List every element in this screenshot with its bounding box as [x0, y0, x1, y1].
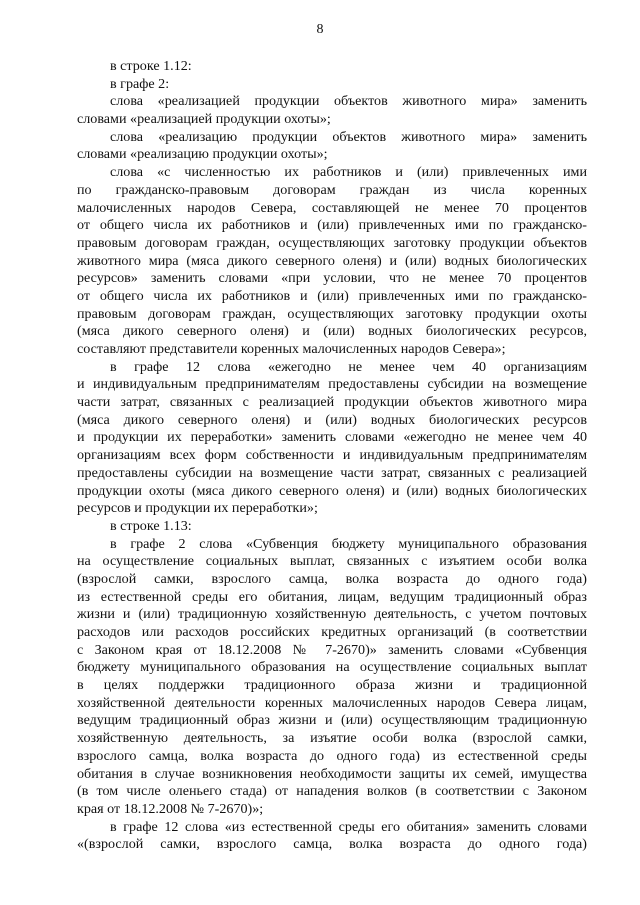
text-line: с Законом края от 18.12.2008 № 7-2670)» заменить словами «Субвенция: [77, 641, 587, 658]
text-line: жизни и (или) традиционную хозяйственную деятельность, с учетом почтовых: [77, 606, 587, 623]
text-line: ведущим традиционный образ жизни и (или) осуществляющим традиционную: [77, 712, 587, 729]
text-line: и продукции их переработки» заменить словами «ежегодно не менее чем 40: [77, 429, 587, 446]
text-line: правовым договорам граждан, осуществляющих заготовку продукции охоты: [77, 305, 587, 322]
text-line: составляют представители коренных малочисленных народов Севера»;: [77, 341, 506, 357]
text-line: из естественной среды его обитания, лицам, ведущим традиционный образ: [77, 588, 587, 605]
text-line: бюджету муниципального образования на осуществление социальных выплат: [77, 659, 587, 676]
text-line: (мяса дикого северного оленя) и (или) водных биологических ресурсов: [77, 411, 587, 428]
text-line: в строке 1.12:: [110, 58, 192, 74]
text-line: животного мира (мяса дикого северного оленя) и (или) водных биологических: [77, 252, 587, 269]
text-line: части затрат, связанных с реализацией продукции объектов животного мира: [77, 394, 587, 411]
text-line: «(взрослой самки, взрослого самца, волка возраста до одного года): [77, 836, 587, 853]
text-line: продукции охоты (мяса дикого северного оленя) и (или) водных биологических: [77, 482, 587, 499]
text-line: слова «реализацию продукции объектов животного мира» заменить: [110, 128, 587, 145]
text-line: слова «реализацией продукции объектов животного мира» заменить: [110, 93, 587, 110]
text-line: (мяса дикого северного оленя) и (или) водных биологических ресурсов,: [77, 323, 587, 340]
text-line: на осуществление социальных выплат, связанных с изъятием особи волка: [77, 553, 587, 570]
text-line: в графе 12 слова «из естественной среды его обитания» заменить словами: [110, 818, 587, 835]
text-line: в графе 2 слова «Субвенция бюджету муниципального образования: [110, 535, 587, 552]
text-line: (в том числе оленьего стада) от нападения волков (в соответствии с Законом: [77, 783, 587, 800]
text-line: в графе 12 слова «ежегодно не менее чем 40 организациям: [110, 358, 587, 375]
text-line: от общего числа их работников и (или) привлеченных ими по гражданско-: [77, 287, 587, 304]
text-line: хозяйственной деятельности коренных малочисленных народов Севера лицам,: [77, 694, 587, 711]
text-line: в графе 2:: [110, 75, 170, 92]
text-line: в целях поддержки традиционного образа жизни и традиционной: [77, 677, 587, 694]
text-line: взрослого самца, волка возраста до одного года) из естественной среды: [77, 747, 587, 764]
text-line: (взрослой самки, взрослого самца, волка возраста до одного года): [77, 570, 587, 587]
text-line: словами «реализацию продукции охоты»;: [77, 146, 328, 163]
page-number: 8: [316, 22, 324, 37]
text-line: предоставлены субсидии на возмещение части затрат, связанных с реализацией: [77, 464, 587, 481]
text-line: расходов или расходов российских кредитных организаций (в соответствии: [77, 624, 587, 640]
text-line: слова «с численностью их работников и (или) привлеченных ими: [110, 164, 587, 181]
text-line: малочисленных народов Севера, составляющей не менее 70 процентов: [77, 199, 587, 216]
document-body: [77, 58, 587, 854]
text-line: от общего числа их работников и (или) привлеченных ими по гражданско-: [77, 217, 587, 234]
text-line: ресурсов и продукции их переработки»;: [77, 500, 318, 517]
text-line: правовым договорам граждан, осуществляющих заготовку продукции объектов: [77, 234, 587, 251]
text-line: и индивидуальным предпринимателям предоставлены субсидии на возмещение: [77, 376, 587, 393]
text-line: словами «реализацией продукции охоты»;: [77, 111, 331, 128]
text-line: хозяйственную деятельность, за изъятие особи волка (взрослой самки,: [77, 730, 587, 747]
text-line: ресурсов» заменить словами «при условии, что не менее 70 процентов: [77, 270, 587, 287]
text-line: организациям всех форм собственности и индивидуальным предпринимателям: [77, 447, 587, 464]
text-line: края от 18.12.2008 № 7-2670)»;: [77, 800, 264, 817]
text-line: обитания в случае возникновения необходимости защиты их семей, имущества: [77, 765, 587, 782]
text-line: в строке 1.13:: [110, 517, 192, 534]
text-line: по гражданско-правовым договорам граждан из числа коренных: [77, 181, 587, 198]
